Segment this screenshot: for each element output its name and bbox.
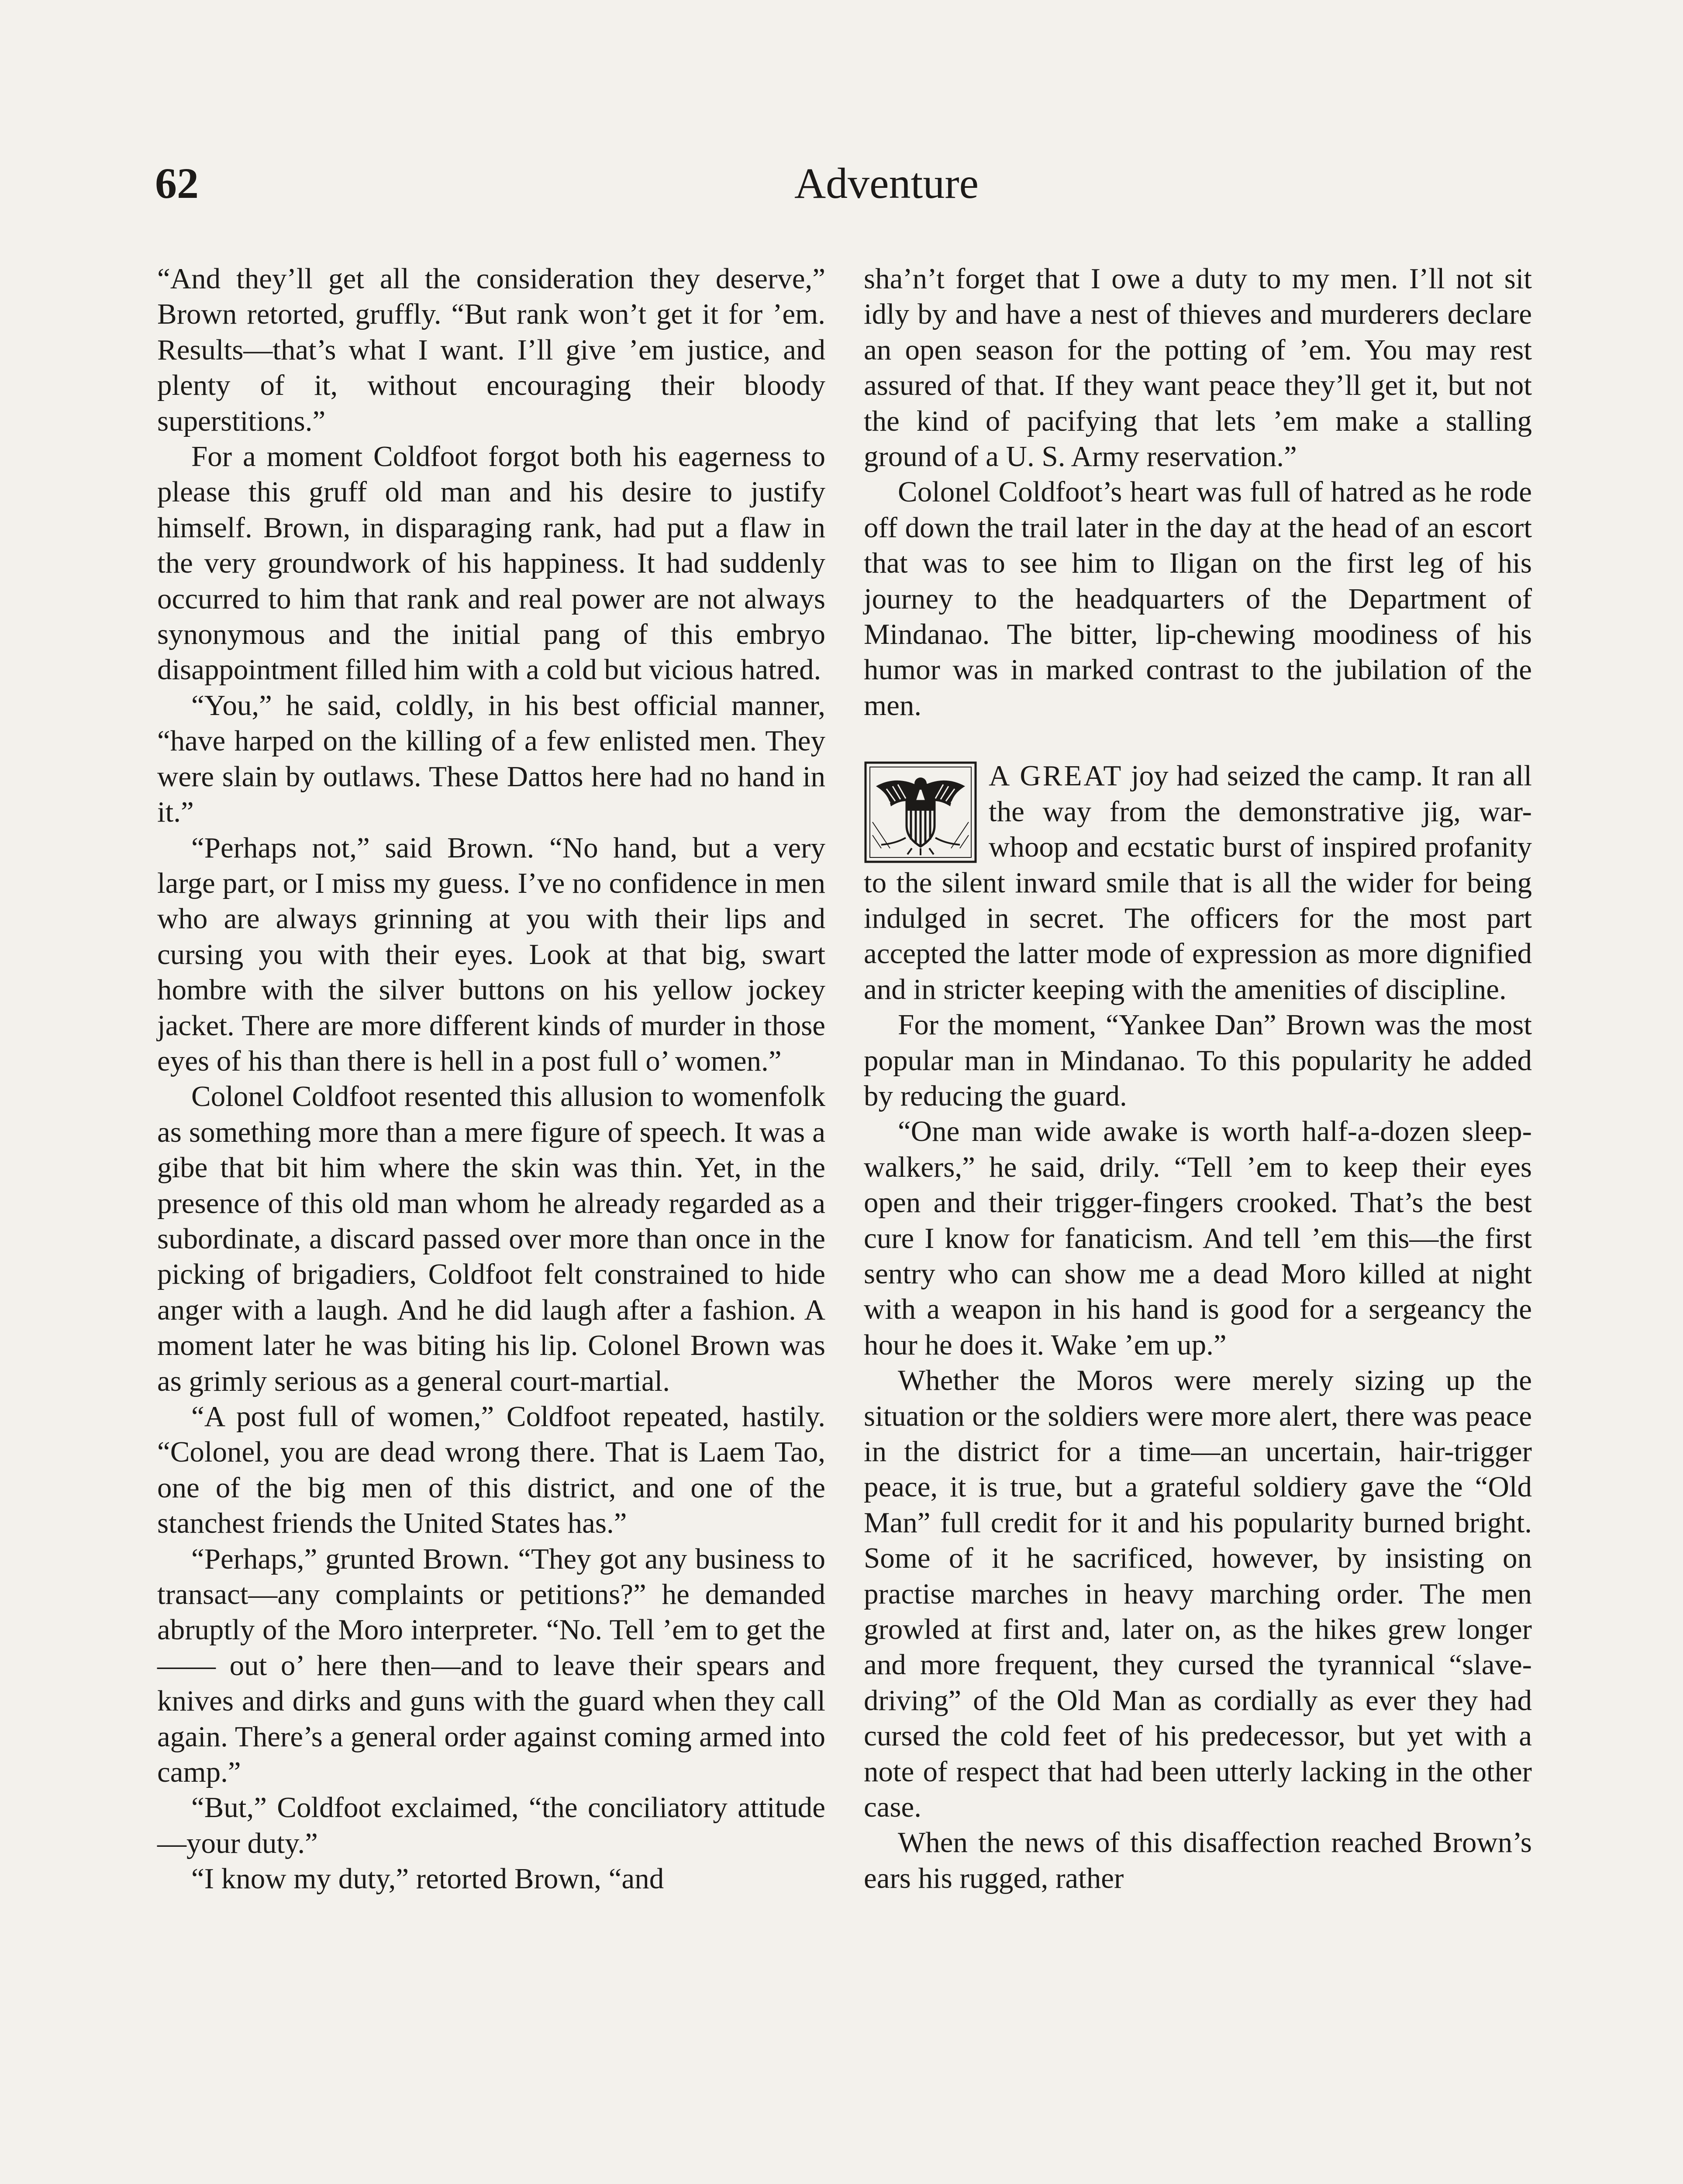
paragraph: “A post full of women,” Coldfoot repeated, hastily. “Colonel, you are dead wrong there. That is Laem Tao, one of the big men of this district, and one of the stanchest friends the United States has.” <box>157 1400 825 1540</box>
eagle-shield-icon <box>864 761 977 864</box>
section-lead-paragraph <box>864 758 1532 1007</box>
paragraph: For the moment, “Yankee Dan” Brown was the most popular man in Mindanao. To this popularity he added by reducing the guard. <box>864 1009 1532 1112</box>
section-break <box>864 723 1532 758</box>
section-lead-text: joy had seized the camp. It ran all the way from the demonstrative jig, war-whoop and ecstatic burst of inspired profanity to the silent inward smile that is all the wider for being indulged in secret. The officers for the most part accepted the latter mode of expression as more dignified and in stricter keeping with the amenities of discipline. <box>864 760 1532 1006</box>
paragraph: Whether the Moros were merely sizing up the situation or the soldiers were more alert, there was peace in the district for a time—an uncertain, hair-trigger peace, it is true, but a grateful soldiery gave the “Old Man” full credit for it and his popularity burned bright. Some of it he sacrificed, however, by insisting on practise marches in heavy marching order. The men growled at first and, later on, as the hikes grew longer and more frequent, they cursed the tyrannical “slave-driving” of the Old Man as cordially as ever they had cursed the cold feet of his predecessor, but yet with a note of respect that had been utterly lacking in the other case. <box>864 1364 1532 1824</box>
paragraph: “Perhaps,” grunted Brown. “They got any business to transact—any complaints or petitions?” he demanded abruptly of the Moro interpreter. “No. Tell ’em to get the —— out o’ here then—and to leave their spears and knives and dirks and guns with the guard when they call again. There’s a general order against coming armed into camp.” <box>157 1542 825 1789</box>
paragraph: “One man wide awake is worth half-a-dozen sleep-walkers,” he said, drily. “Tell ’em to keep their eyes open and their trigger-fingers crooked. That’s the best cure I know for fanaticism. And tell ’em this—the first sentry who can show me a dead Moro killed at night with a weapon in his hand is good for a sergeancy the hour he does it. Wake ’em up.” <box>864 1115 1532 1361</box>
paragraph-continuation: sha’n’t forget that I owe a duty to my men. I’ll not sit idly by and have a nest of thieves and murderers declare an open season for the potting of ’em. You may rest assured of that. If they want peace they’ll get it, but not the kind of pacifying that lets ’em make a stalling ground of a U. S. Army reservation.” <box>864 263 1532 473</box>
paragraph: When the news of this disaffection reached Brown’s ears his rugged, rather <box>864 1826 1532 1894</box>
paragraph: Colonel Coldfoot resented this allusion to womenfolk as something more than a mere figure of speech. It was a gibe that bit him where the skin was thin. Yet, in the presence of this old man whom he already regarded as a subordinate, a discard passed over more than once in the picking of brigadiers, Coldfoot felt constrained to hide anger with a laugh. And he did laugh after a fashion. A moment later he was biting his lip. Colonel Brown was as grimly serious as a general court-martial. <box>157 1080 825 1397</box>
running-head-title: Adventure <box>794 159 979 207</box>
paragraph: “But,” Coldfoot exclaimed, “the conciliatory attitude—your duty.” <box>157 1791 825 1859</box>
section-ornament <box>864 761 977 864</box>
paragraph: “Perhaps not,” said Brown. “No hand, but a very large part, or I miss my guess. I’ve no confidence in men who are always grinning at you with their lips and cursing you with their eyes. Look at that big, swart hombre with the silver buttons on his yellow jockey jacket. There are more different kinds of murder in those eyes of his than there is hell in a post full o’ women.” <box>157 831 825 1077</box>
left-column <box>157 261 825 1897</box>
paragraph: For a moment Coldfoot forgot both his eagerness to please this gruff old man and his desire to justify himself. Brown, in disparaging rank, had put a flaw in the very groundwork of his happiness. It had suddenly occurred to him that rank and real power are not always synonymous and the initial pang of this embryo disappointment filled him with a cold but vicious hatred. <box>157 440 825 686</box>
paragraph: “You,” he said, coldly, in his best official manner, “have harped on the killing of a few enlisted men. They were slain by outlaws. These Dattos here had no hand in it.” <box>157 689 825 829</box>
page-number: 62 <box>155 159 199 207</box>
paragraph: “I know my duty,” retorted Brown, “and <box>191 1863 664 1895</box>
paragraph: “And they’ll get all the consideration they deserve,” Brown retorted, gruffly. “But rank won’t get it for ’em. Results—that’s what I want. I’ll give ’em justice, and plenty of it, without encouraging their bloody superstitions.” <box>157 263 825 437</box>
section-lead-caps: A GREAT <box>989 760 1123 792</box>
paragraph: Colonel Coldfoot’s heart was full of hatred as he rode off down the trail later in the day at the head of an escort that was to see him to Iligan on the first leg of his journey to the headquarters of the Department of Mindanao. The bitter, lip-chewing moodiness of his humor was in marked contrast to the jubilation of the men. <box>864 476 1532 722</box>
right-column <box>864 261 1532 1896</box>
